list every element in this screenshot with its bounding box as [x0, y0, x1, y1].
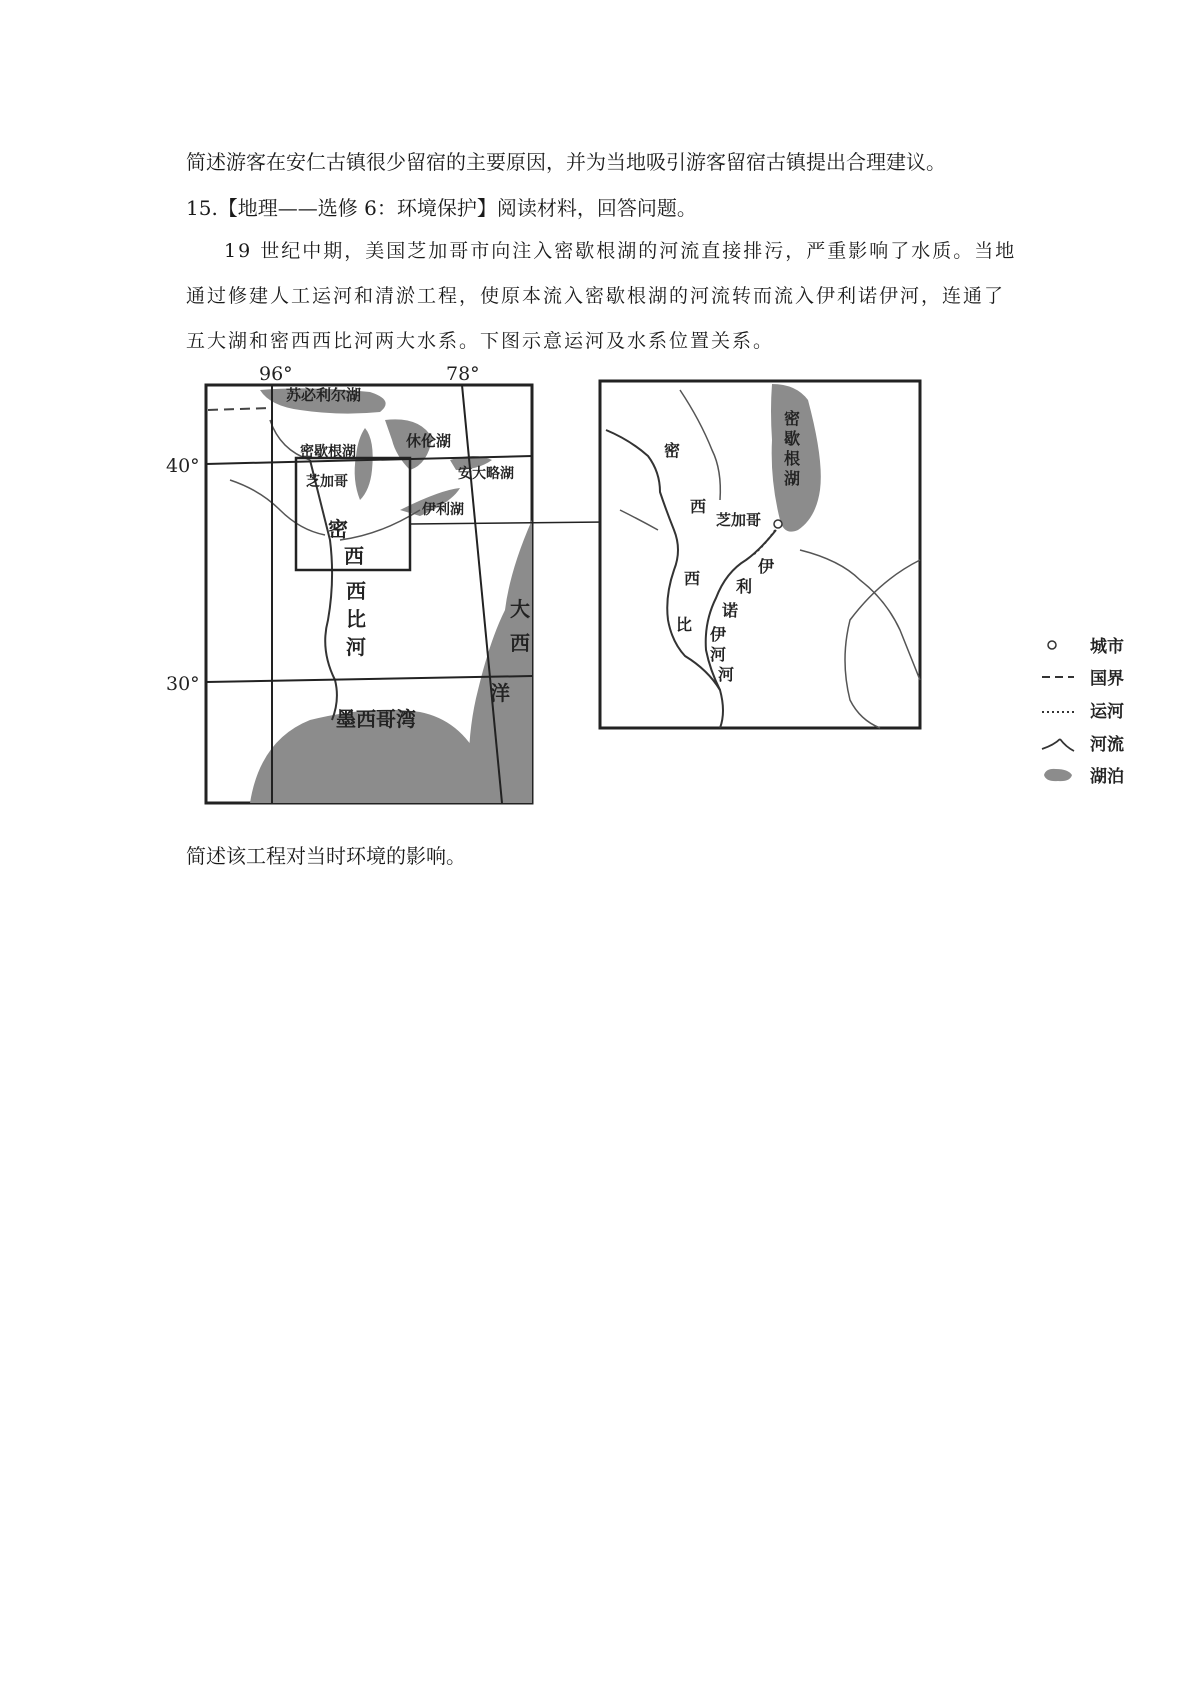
inset-label-lake-4: 湖: [784, 469, 801, 488]
label-mississippi-5: 河: [346, 635, 366, 659]
legend-label-city: 城市: [1090, 637, 1124, 657]
inset-label-mississippi-3: 西: [684, 569, 701, 588]
material-paragraph-line-3: 五大湖和密西西比河两大水系。下图示意运河及水系位置关系。: [186, 330, 775, 352]
label-mississippi-2: 西: [344, 544, 364, 568]
chicago-city-icon: [774, 520, 782, 528]
intro-question-line: 简述游客在安仁古镇很少留宿的主要原因，并为当地吸引游客留宿古镇提出合理建议。: [186, 150, 946, 174]
label-lake-huron: 休伦湖: [406, 432, 452, 450]
legend-label-border: 国界: [1090, 669, 1124, 689]
lon-label-96: 96°: [259, 363, 293, 385]
label-atlantic-3: 洋: [490, 681, 510, 705]
city-circle-icon: [1040, 635, 1076, 655]
label-lake-michigan: 密歇根湖: [300, 444, 356, 460]
label-lake-ontario: 安大略湖: [458, 466, 514, 482]
legend-row-river: [1040, 730, 1124, 755]
material-paragraph-line-1: 19 世纪中期，美国芝加哥市向注入密歇根湖的河流直接排污，严重影响了水质。当地: [224, 240, 1017, 262]
canal-water-system-map-figure: [160, 360, 1040, 820]
inset-label-mississippi-1: 密: [664, 441, 681, 460]
inset-label-lake-2: 歇: [784, 429, 801, 448]
label-mississippi-3: 西: [346, 579, 366, 603]
legend-label-canal: 运河: [1090, 702, 1124, 722]
legend-label-river: 河流: [1090, 735, 1124, 755]
label-lake-erie: 伊利湖: [422, 502, 464, 518]
inset-label-illinois-1: 伊: [758, 557, 775, 576]
inset-label-lake-3: 根: [784, 449, 801, 468]
question-prompt: 简述该工程对当时环境的影响。: [186, 844, 466, 868]
label-atlantic-2: 西: [510, 631, 530, 655]
inset-label-lake-1: 密: [784, 409, 801, 428]
inset-label-illinois-5: 河: [710, 645, 727, 664]
border-dash-icon: [1040, 667, 1076, 687]
inset-label-illinois-6: 河: [718, 665, 735, 684]
question-header: 15.【地理——选修 6：环境保护】阅读材料，回答问题。: [186, 196, 697, 220]
canal-icon: [1040, 700, 1076, 720]
label-lake-superior: 苏必利尔湖: [286, 386, 362, 404]
label-chicago: 芝加哥: [306, 474, 348, 490]
legend-label-lake: 湖泊: [1090, 767, 1124, 787]
inset-detail-map: [600, 381, 920, 728]
lat-label-30: 30°: [166, 673, 200, 695]
inset-label-illinois-2: 利: [736, 577, 753, 596]
inset-label-mississippi-2: 西: [690, 497, 707, 516]
label-mississippi-1: 密: [328, 517, 348, 541]
overview-map: [166, 363, 616, 803]
legend-row-border: [1040, 664, 1124, 689]
lon-label-78: 78°: [446, 363, 480, 385]
label-atlantic-1: 大: [510, 597, 530, 621]
label-mississippi-4: 比: [346, 607, 366, 631]
river-icon: [1040, 733, 1076, 753]
inset-label-illinois-3: 诺: [722, 601, 739, 620]
legend-row-canal: [1040, 697, 1124, 722]
legend-row-lake: [1040, 762, 1124, 787]
lake-icon: [1040, 765, 1076, 785]
lat-label-40: 40°: [166, 455, 200, 477]
inset-label-mississippi-4: 比: [676, 615, 693, 634]
label-gulf-of-mexico: 墨西哥湾: [336, 707, 416, 731]
material-paragraph-line-2: 通过修建人工运河和清淤工程，使原本流入密歇根湖的河流转而流入伊利诺伊河，连通了: [186, 285, 1006, 307]
inset-label-chicago: 芝加哥: [716, 511, 762, 529]
inset-label-illinois-4: 伊: [710, 625, 727, 644]
legend-row-city: [1040, 632, 1124, 657]
